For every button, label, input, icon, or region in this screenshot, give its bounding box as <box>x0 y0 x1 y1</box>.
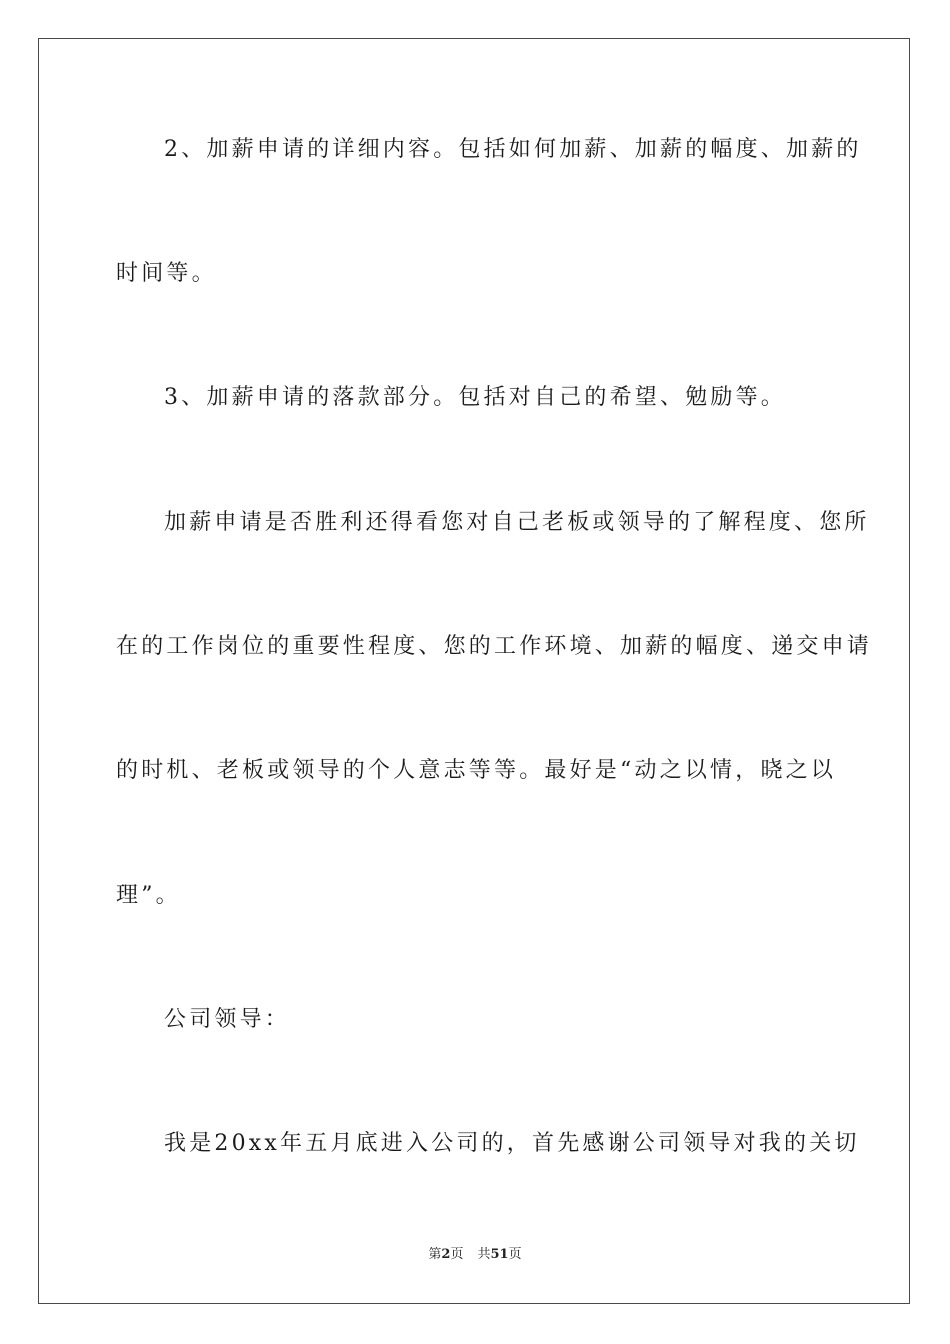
total-prefix: 共 <box>477 1247 491 1262</box>
total-suffix: 页 <box>508 1247 522 1262</box>
page-suffix: 页 <box>450 1247 464 1262</box>
paragraph-line: 理”。 <box>116 883 181 908</box>
total-pages: 51 <box>490 1247 509 1262</box>
paragraph-line: 加薪申请是否胜利还得看您对自己老板或领导的了解程度、您所 <box>164 510 870 535</box>
paragraph-line: 我是20xx年五月底进入公司的，首先感谢公司领导对我的关切 <box>164 1131 860 1156</box>
page-border <box>38 38 910 1304</box>
salutation-line: 公司领导： <box>164 1007 291 1032</box>
paragraph-line: 3、加薪申请的落款部分。包括对自己的希望、勉励等。 <box>164 385 786 410</box>
page-prefix: 第 <box>428 1247 442 1262</box>
paragraph-line: 的时机、老板或领导的个人意志等等。最好是“动之以情，晓之以 <box>116 758 837 783</box>
paragraph-line: 时间等。 <box>116 261 217 286</box>
page-number: 2 <box>441 1247 451 1262</box>
paragraph-line: 在的工作岗位的重要性程度、您的工作环境、加薪的幅度、递交申请 <box>116 634 873 659</box>
page-footer <box>0 1246 950 1264</box>
paragraph-line: 2、加薪申请的详细内容。包括如何加薪、加薪的幅度、加薪的 <box>164 137 862 162</box>
